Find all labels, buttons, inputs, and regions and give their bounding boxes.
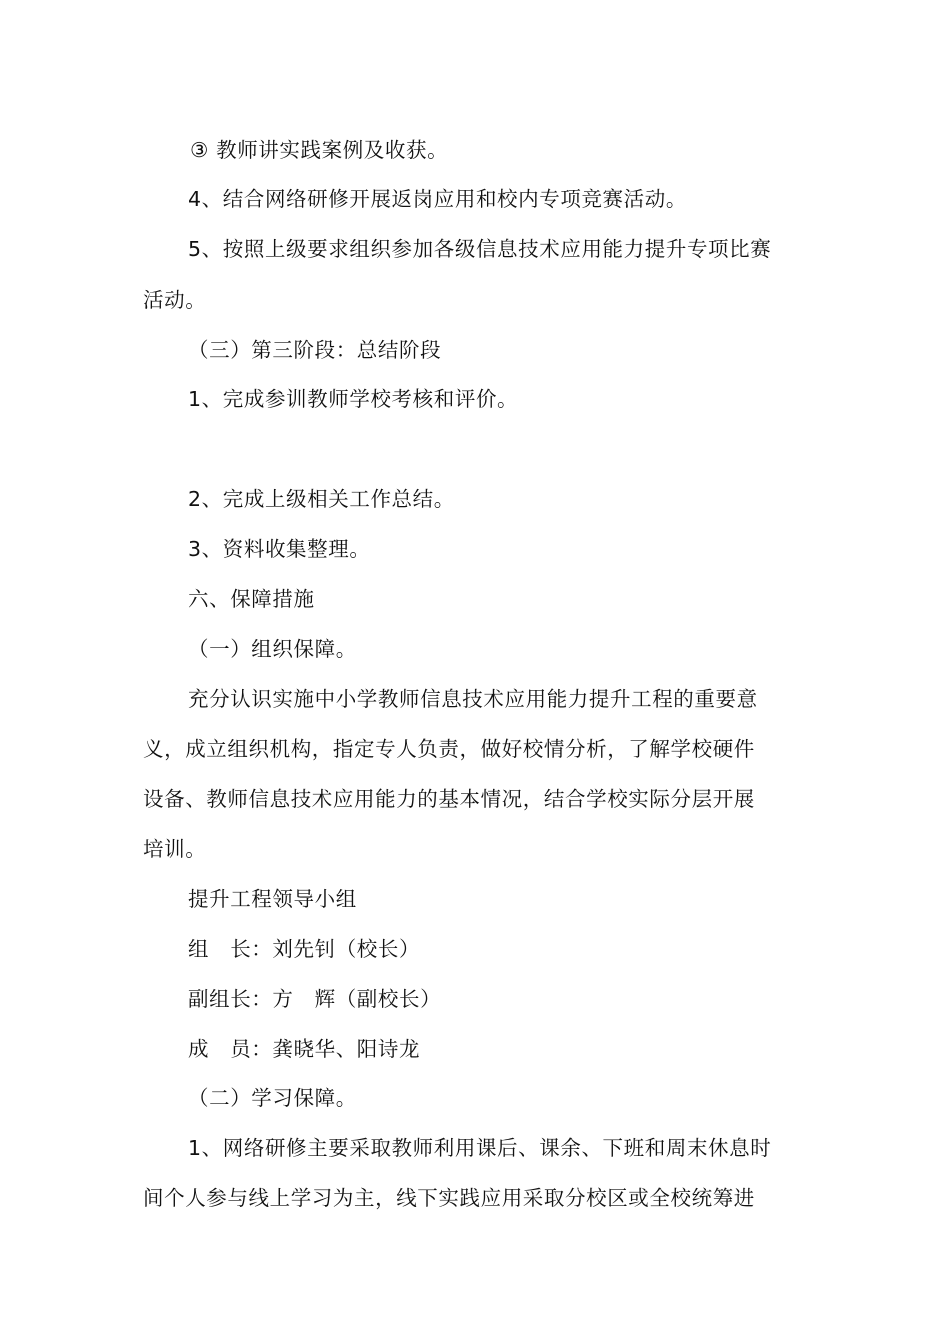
item-4: 4、结合网络研修开展返岗应用和校内专项竞赛活动。 [188, 187, 687, 211]
paragraph-learning-line-2: 间个人参与线上学习为主，线下实践应用采取分校区或全校统筹进 [143, 1186, 755, 1210]
subsection-heading-organization: （一）组织保障。 [188, 637, 357, 661]
paragraph-organization-line-3: 设备、教师信息技术应用能力的基本情况，结合学校实际分层开展 [143, 787, 755, 811]
paragraph-organization-line-2: 义，成立组织机构，指定专人负责，做好校情分析，了解学校硬件 [143, 737, 755, 761]
subsection-heading-learning: （二）学习保障。 [188, 1086, 357, 1110]
paragraph-learning-line-1: 1、网络研修主要采取教师利用课后、课余、下班和周末休息时 [188, 1136, 772, 1160]
leadership-group-title: 提升工程领导小组 [188, 887, 357, 911]
section-heading-safeguards: 六、保障措施 [188, 587, 315, 611]
stage-3-item-1: 1、完成参训教师学校考核和评价。 [188, 387, 519, 411]
stage-3-item-2: 2、完成上级相关工作总结。 [188, 487, 455, 511]
section-heading-stage-3: （三）第三阶段：总结阶段 [188, 338, 442, 362]
paragraph-organization-line-1: 充分认识实施中小学教师信息技术应用能力提升工程的重要意 [188, 687, 758, 711]
deputy-group-leader: 副组长：方 辉（副校长） [188, 987, 442, 1011]
item-5: 5、按照上级要求组织参加各级信息技术应用能力提升专项比赛 [188, 237, 772, 261]
group-members: 成 员：龚晓华、阳诗龙 [188, 1037, 421, 1061]
item-5-continued: 活动。 [143, 288, 207, 312]
step-item-3: ③ 教师讲实践案例及收获。 [190, 138, 449, 162]
group-leader: 组 长：刘先钊（校长） [188, 937, 421, 961]
paragraph-organization-line-4: 培训。 [143, 837, 207, 861]
stage-3-item-3: 3、资料收集整理。 [188, 537, 371, 561]
